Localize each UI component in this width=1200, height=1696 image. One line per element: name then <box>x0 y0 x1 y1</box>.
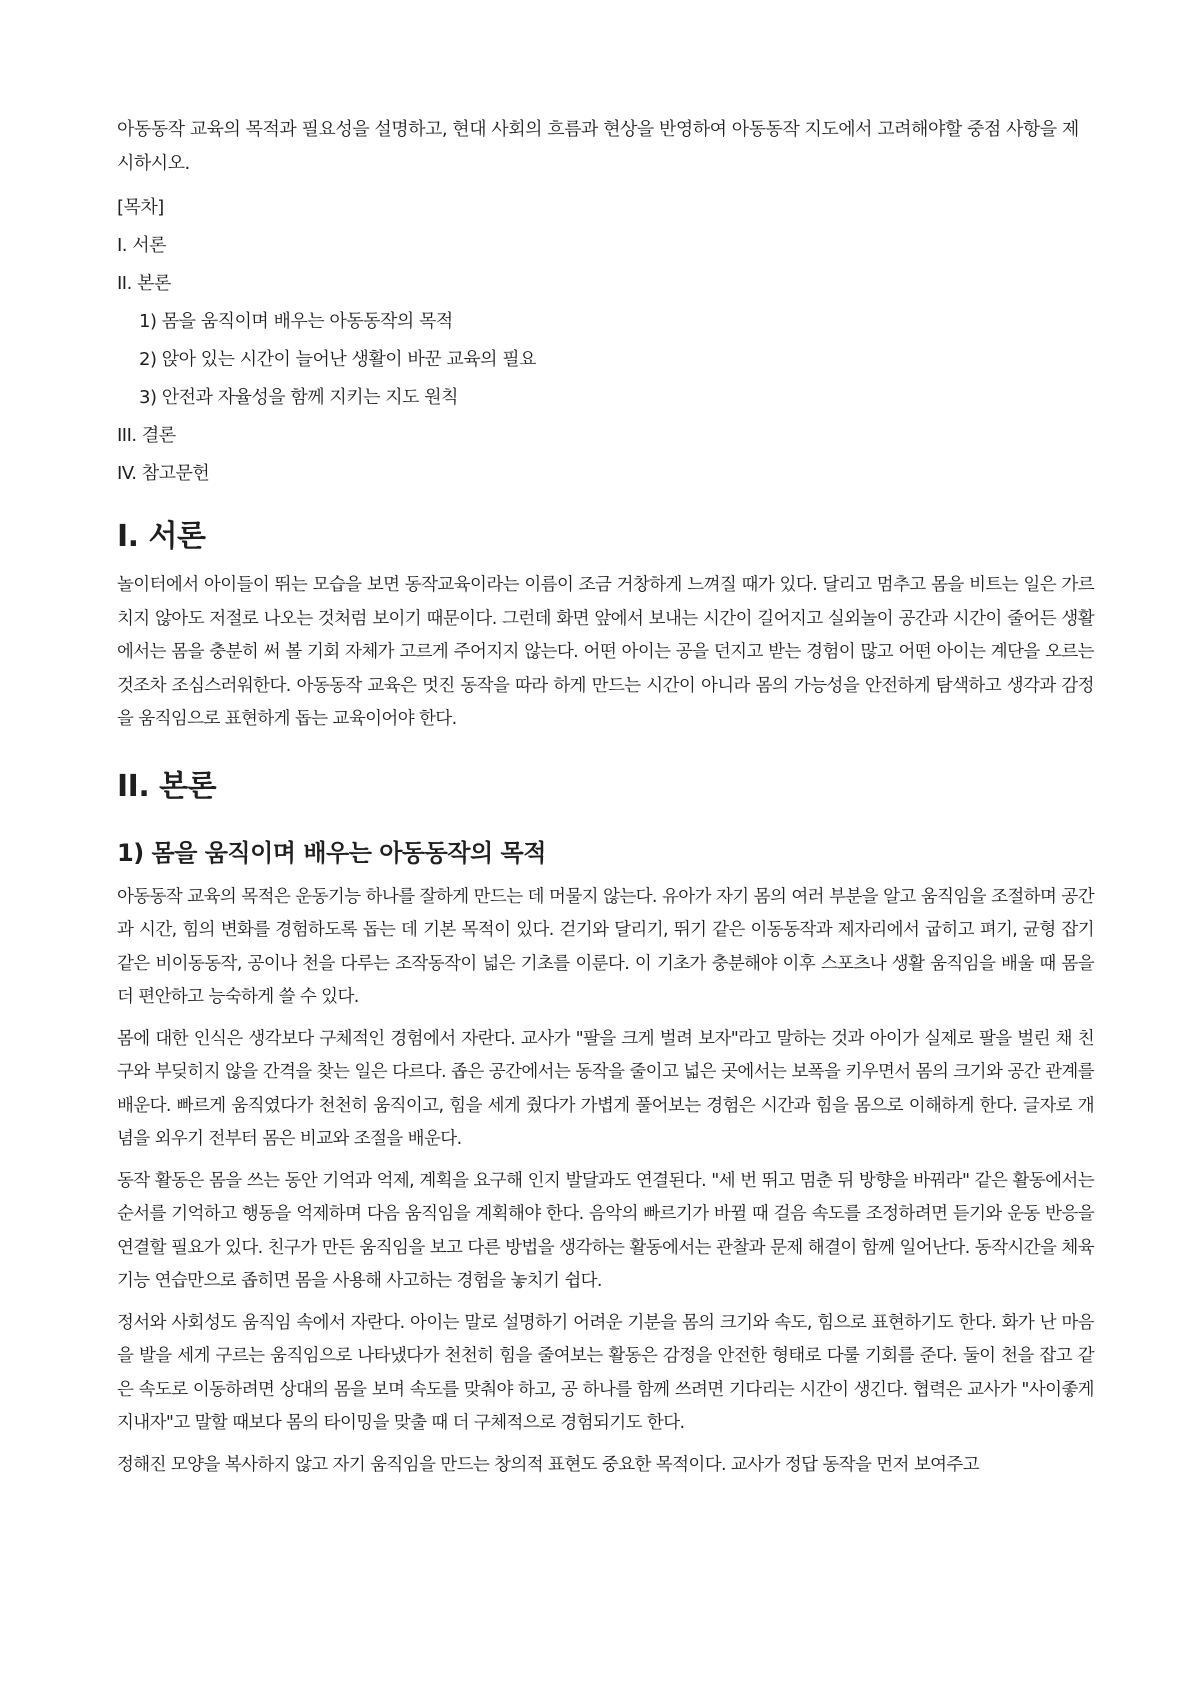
section1-paragraph-5: 정해진 모양을 복사하지 않고 자기 움직임을 만드는 창의적 표현도 중요한 목적이다. 교사가 정답 동작을 먼저 보여주고 <box>117 1454 980 1475</box>
toc-item-references: IV. 참고문헌 <box>117 463 210 484</box>
toc-item-body: II. 본론 <box>117 273 171 294</box>
section1-paragraph-3: 동작 활동은 몸을 쓰는 동안 기억과 억제, 계획을 요구해 인지 발달과도 연결된다. "세 번 뛰고 멈춘 뒤 방향을 바꿔라" 같은 활동에서는 순서를 기억하고 행동을 억제하며 다음 움직임을 계획해야 한다. 음악의 빠르기가 바뀔 때 걸음 속도를 조정하려면 듣기와 운동 반응을 연결할 필요가 있다. 친구가 만든 움직임을 보고 다른 방법을 생각하는 활동에서는 관찰과 문제 해결이 함께 일어난다. 동작시간을 체육 기능 연습만으로 좁히면 몸을 사용해 사고하는 경험을 놓치기 쉽다. <box>117 1170 1094 1291</box>
section1-paragraph-4: 정서와 사회성도 움직임 속에서 자란다. 아이는 말로 설명하기 어려운 기분을 몸의 크기와 속도, 힘으로 표현하기도 한다. 화가 난 마음을 발을 세게 구르는 움직임으로 나타냈다가 천천히 힘을 줄여보는 활동은 감정을 안전한 형태로 다룰 기회를 준다. 둘이 천을 잡고 같은 속도로 이동하려면 상대의 몸을 보며 속도를 맞춰야 하고, 공 하나를 함께 쓰려면 기다리는 시간이 생긴다. 협력은 교사가 "사이좋게 지내자"고 말할 때보다 몸의 타이밍을 맞출 때 더 구체적으로 경험되기도 한다. <box>117 1312 1094 1433</box>
toc-subitem-3: 3) 안전과 자율성을 함께 지키는 지도 원칙 <box>139 387 459 408</box>
intro-heading: I. 서론 <box>117 519 206 554</box>
toc-subitem-2: 2) 앉아 있는 시간이 늘어난 생활이 바꾼 교육의 필요 <box>139 349 537 370</box>
toc-item-conclusion: III. 결론 <box>117 425 176 446</box>
assignment-question: 아동동작 교육의 목적과 필요성을 설명하고, 현대 사회의 흐름과 현상을 반영하여 아동동작 지도에서 고려해야할 중점 사항을 제시하시오. <box>117 119 1079 174</box>
section1-paragraph-2: 몸에 대한 인식은 생각보다 구체적인 경험에서 자란다. 교사가 "팔을 크게 벌려 보자"라고 말하는 것과 아이가 실제로 팔을 벌린 채 친구와 부딪히지 않을 간격을 찾는 일은 다르다. 좁은 공간에서는 동작을 줄이고 넓은 곳에서는 보폭을 키우면서 몸의 크기와 공간 관계를 배운다. 빠르게 움직였다가 천천히 움직이고, 힘을 세게 줬다가 가볍게 풀어보는 경험은 시간과 힘을 몸으로 이해하게 한다. 글자로 개념을 외우기 전부터 몸은 비교와 조절을 배운다. <box>117 1028 1094 1149</box>
section1-paragraph-1: 아동동작 교육의 목적은 운동기능 하나를 잘하게 만드는 데 머물지 않는다. 유아가 자기 몸의 여러 부분을 알고 움직임을 조절하며 공간과 시간, 힘의 변화를 경험하도록 돕는 데 기본 목적이 있다. 걷기와 달리기, 뛰기 같은 이동동작과 제자리에서 굽히고 펴기, 균형 잡기 같은 비이동동작, 공이나 천을 다루는 조작동작이 넓은 기초를 이룬다. 이 기초가 충분해야 이후 스포츠나 생활 움직임을 배울 때 몸을 더 편안하고 능숙하게 쓸 수 있다. <box>117 886 1094 1007</box>
toc-item-intro: I. 서론 <box>117 235 167 256</box>
section1-heading: 1) 몸을 움직이며 배우는 아동동작의 목적 <box>117 838 546 867</box>
body-heading: II. 본론 <box>117 768 217 804</box>
toc-subitem-1: 1) 몸을 움직이며 배우는 아동동작의 목적 <box>139 311 453 332</box>
intro-paragraph: 놀이터에서 아이들이 뛰는 모습을 보면 동작교육이라는 이름이 조금 거창하게 느껴질 때가 있다. 달리고 멈추고 몸을 비트는 일은 가르치지 않아도 저절로 나오는 것처럼 보이기 때문이다. 그런데 화면 앞에서 보내는 시간이 길어지고 실외놀이 공간과 시간이 줄어든 생활에서는 몸을 충분히 써 볼 기회 자체가 고르게 주어지지 않는다. 어떤 아이는 공을 던지고 받는 경험이 많고 어떤 아이는 계단을 오르는 것조차 조심스러워한다. 아동동작 교육은 멋진 동작을 따라 하게 만드는 시간이 아니라 몸의 가능성을 안전하게 탐색하고 생각과 감정을 움직임으로 표현하게 돕는 교육이어야 한다. <box>117 575 1094 729</box>
table-of-contents <box>117 195 1094 487</box>
toc-title: [목차] <box>117 197 164 218</box>
